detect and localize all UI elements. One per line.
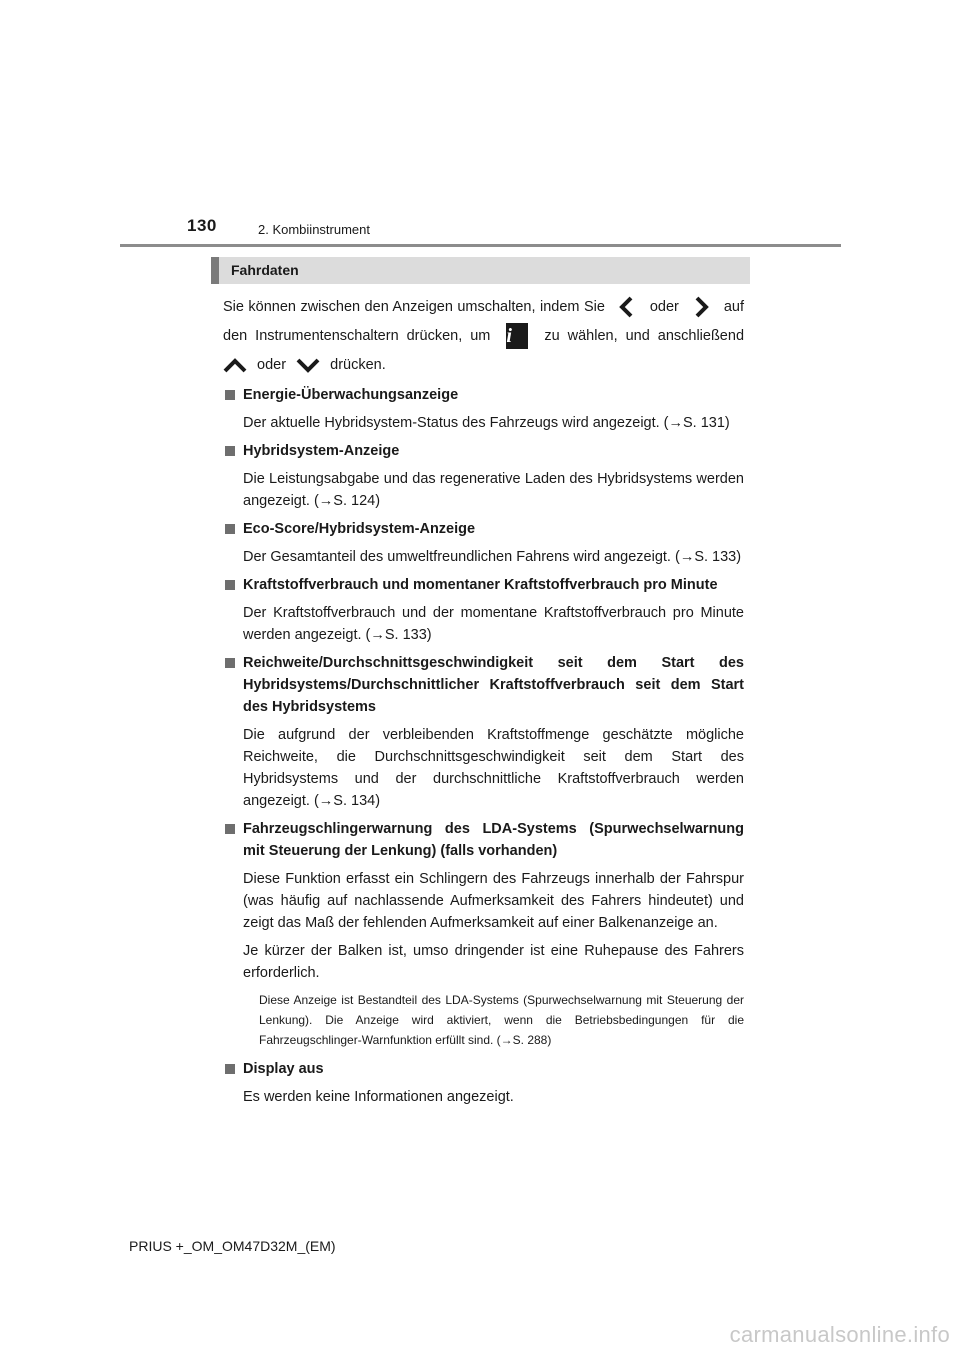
watermark: carmanualsonline.info bbox=[729, 1322, 950, 1347]
header-divider bbox=[120, 244, 841, 247]
intro-text-5: drücken. bbox=[330, 357, 386, 373]
item-body: Die Leistungsabgabe und das regenerative Laden des Hybridsystems werden angezeigt. (→S. 124) bbox=[243, 471, 744, 509]
list-item bbox=[223, 652, 744, 812]
item-heading: Eco-Score/Hybridsystem-Anzeige bbox=[223, 518, 744, 540]
page-number: 130 bbox=[187, 216, 217, 235]
intro-line-3 bbox=[223, 351, 744, 380]
bullet-square-icon bbox=[225, 658, 235, 668]
item-heading: Kraftstoffverbrauch und momentaner Kraftstoffverbrauch pro Minute bbox=[223, 574, 744, 596]
intro-line-2 bbox=[223, 322, 744, 351]
item-heading: Reichweite/Durchschnittsgeschwindigkeit seit dem Start des Hybridsystems/Durchschnittlicher Kraftstoffverbrauch seit dem Start des Hybridsystems bbox=[223, 652, 744, 718]
chapter-title: 2. Kombiinstrument bbox=[258, 222, 370, 237]
item-heading: Energie-Überwachungsanzeige bbox=[223, 384, 744, 406]
bullet-square-icon bbox=[225, 524, 235, 534]
item-body: Der aktuelle Hybridsystem-Status des Fahrzeugs wird angezeigt. (→S. 131) bbox=[243, 415, 730, 431]
intro-text-4: zu wählen, und anschließend bbox=[544, 328, 745, 344]
intro-text-3: den Instrumentenschaltern drücken, um bbox=[223, 328, 491, 344]
intro-or-2: oder bbox=[257, 357, 287, 373]
bullet-square-icon bbox=[225, 580, 235, 590]
bullet-square-icon bbox=[225, 824, 235, 834]
chevron-left-icon bbox=[615, 296, 639, 318]
list-item bbox=[223, 818, 744, 1050]
item-body: Es werden keine Informationen angezeigt. bbox=[243, 1089, 514, 1105]
list-item bbox=[223, 440, 744, 512]
chevron-up-icon bbox=[223, 354, 247, 376]
list-item bbox=[223, 384, 744, 434]
list-item bbox=[223, 574, 744, 646]
chevron-right-icon bbox=[689, 296, 713, 318]
list-item bbox=[223, 518, 744, 568]
bullet-square-icon bbox=[225, 390, 235, 400]
note-text: Diese Anzeige ist Bestandteil des LDA-Systems (Spurwechselwarnung mit Steuerung der Lenkung). Die Anzeige wird aktiviert, wenn die Betriebsbedingungen für die Fahrzeugschlinger-Warnfunktion erfüllt sind. (→S. 288) bbox=[259, 993, 744, 1047]
document-code: PRIUS +_OM_OM47D32M_(EM) bbox=[129, 1238, 336, 1254]
intro-or-1: oder bbox=[649, 299, 679, 315]
intro-text-2: auf bbox=[723, 299, 744, 315]
intro-line-1 bbox=[223, 293, 744, 322]
info-icon: i bbox=[506, 323, 528, 349]
item-body: Diese Funktion erfasst ein Schlingern des Fahrzeugs innerhalb der Fahrspur (was häufig auf nachlassende Aufmerksamkeit des Fahrers hindeutet) und zeigt das Maß der fehlenden Aufmerksamkeit auf einer Balkenanzeige an. Je kürzer der Balken ist, umso dringender ist eine Ruhepause des Fahrers erforderlich. bbox=[243, 871, 744, 981]
chevron-down-icon bbox=[296, 354, 320, 376]
item-heading: Display aus bbox=[223, 1058, 744, 1080]
item-body: Der Gesamtanteil des umweltfreundlichen Fahrens wird angezeigt. (→S. 133) bbox=[243, 549, 742, 565]
intro-paragraph bbox=[223, 293, 744, 380]
item-heading: Hybridsystem-Anzeige bbox=[223, 440, 744, 462]
intro-text-1: Sie können zwischen den Anzeigen umschalten, indem Sie bbox=[223, 299, 605, 315]
item-body: Der Kraftstoffverbrauch und der momentane Kraftstoffverbrauch pro Minute werden angezeigt. (→S. 133) bbox=[243, 605, 744, 643]
list-item bbox=[223, 1058, 744, 1108]
item-body: Die aufgrund der verbleibenden Kraftstoffmenge geschätzte mögliche Reichweite, die Durchschnittsgeschwindigkeit seit dem Start des Hybridsystems und der durchschnittliche Kraftstoffverbrauch werden angezeigt. (→S. 134) bbox=[243, 727, 744, 809]
item-heading: Fahrzeugschlingerwarnung des LDA-Systems (Spurwechselwarnung mit Steuerung der Lenkung) (falls vorhanden) bbox=[223, 818, 744, 862]
bullet-square-icon bbox=[225, 446, 235, 456]
page-content bbox=[223, 293, 744, 1114]
bullet-square-icon bbox=[225, 1064, 235, 1074]
section-title: Fahrdaten bbox=[231, 262, 299, 278]
section-header bbox=[211, 257, 750, 284]
